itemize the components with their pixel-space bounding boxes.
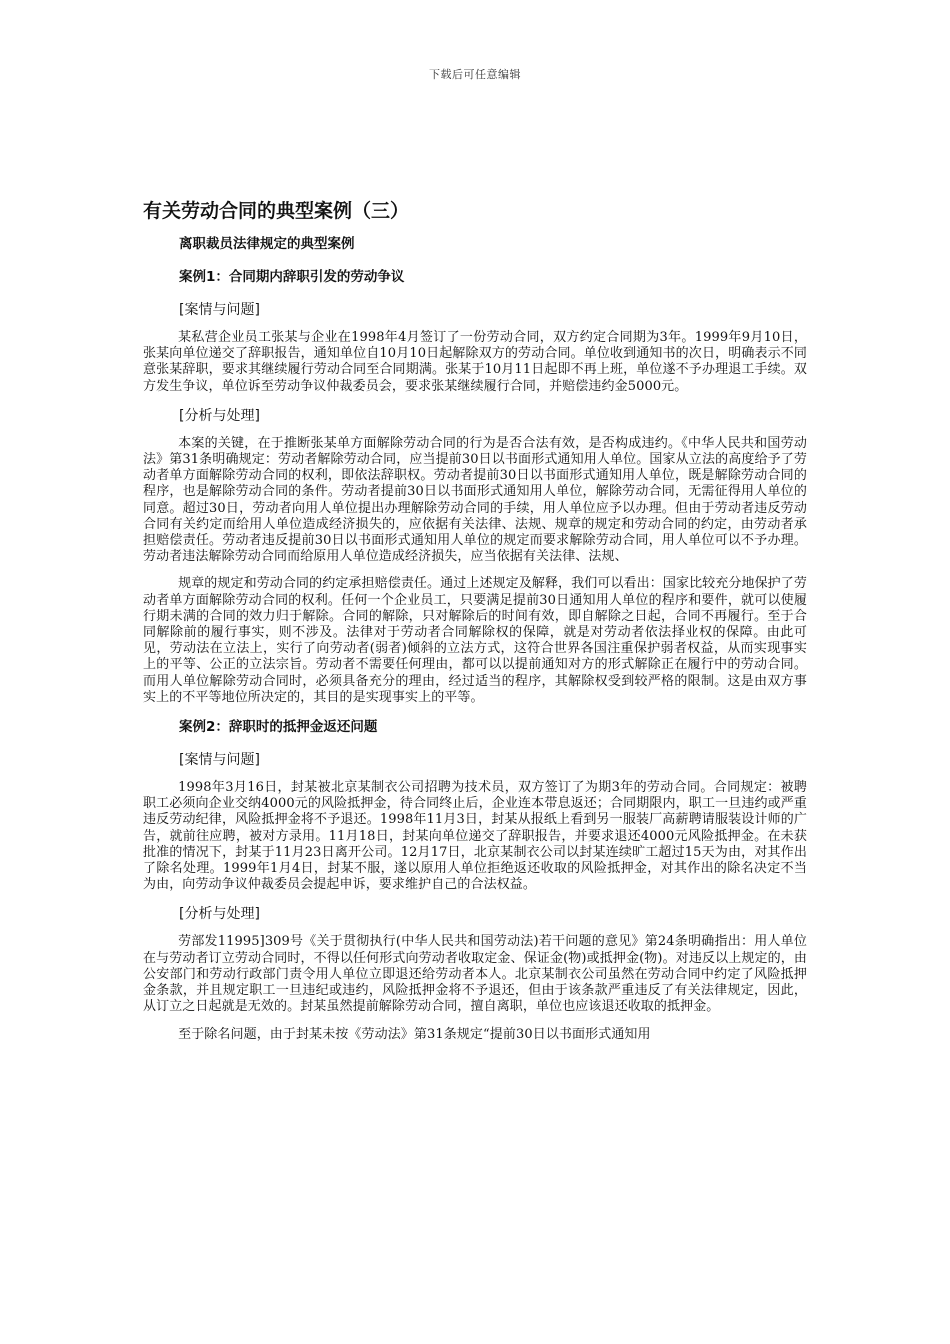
case2-facts-paragraph: 1998年3月16日，封某被北京某制衣公司招聘为技术员，双方签订了为期3年的劳动合同。合同规定：被聘职工必须向企业交纳4000元的风险抵押金，待合同终止后，企业连本带息返还；合同期限内，职工一旦违约或严重违反劳动纪律，风险抵押金将不予退还。1998年11月3日，封某从报纸上看到另一服装厂高薪聘请服装设计师的广告，就前往应聘，被对方录用。11月18日，封某向单位递交了辞职报告，并要求退还4000元风险抵押金。在未获批准的情况下，封某于11月23日离开公司。12月17日，北京某制衣公司以封某连续旷工超过15天为由，对其作出了除名处理。1999年1月4日，封某不服，遂以原用人单位拒绝返还收取的风险抵押金，对其作出的除名决定不当为由，向劳动争议仲裁委员会提起申诉，要求维护自己的合法权益。 <box>143 780 807 893</box>
page-header-note: 下载后可任意编辑 <box>429 68 521 81</box>
case2-heading: 案例2：辞职时的抵押金返还问题 <box>179 719 378 736</box>
case1-facts-paragraph: 某私营企业员工张某与企业在1998年4月签订了一份劳动合同，双方约定合同期为3年。1999年9月10日，张某向单位递交了辞职报告，通知单位自10月10日起解除双方的劳动合同。单位收到通知书的次日，明确表示不同意张某辞职，要求其继续履行劳动合同至合同期满。张某于10月11日起即不再上班，单位遂不予办理退工手续。双方发生争议，单位诉至劳动争议仲裁委员会，要求张某继续履行合同，并赔偿违约金5000元。 <box>143 330 807 394</box>
case2-analysis-paragraph-1: 劳部发11995]309号《关于贯彻执行(中华人民共和国劳动法)若干问题的意见》第24条明确指出：用人单位在与劳动者订立劳动合同时，不得以任何形式向劳动者收取定金、保证金(物)或抵押金(物)。对违反以上规定的，由公安部门和劳动行政部门责令用人单位立即退还给劳动者本人。北京某制衣公司虽然在劳动合同中约定了风险抵押金条款，并且规定职工一旦违纪或违约，风险抵押金将不予退还，但由于该条款严重违反了有关法律规定，因此，从订立之日起就是无效的。封某虽然提前解除劳动合同，擅自离职，单位也应该退还收取的抵押金。 <box>143 934 807 1015</box>
case2-analysis-paragraph-2: 至于除名问题，由于封某未按《劳动法》第31条规定“提前30日以书面形式通知用 <box>178 1026 651 1042</box>
case1-facts-label: [案情与问题] <box>179 302 260 318</box>
case1-analysis-paragraph-2: 规章的规定和劳动合同的约定承担赔偿责任。通过上述规定及解释，我们可以看出：国家比较充分地保护了劳动者单方面解除劳动合同的权利。任何一个企业员工，只要满足提前30日通知用人单位的程序和要件，就可以使履行期未满的合同的效力归于解除。合同的解除，只对解除后的时间有效，即自解除之日起，合同不再履行。至于合同解除前的履行事实，则不涉及。法律对于劳动者合同解除权的保障，就是对劳动者依法择业权的保障。由此可见，劳动法在立法上，实行了向劳动者(弱者)倾斜的立法方式，这符合世界各国注重保护弱者权益，从而实现事实上的平等、公正的立法宗旨。劳动者不需要任何理由，都可以以提前通知对方的形式解除正在履行中的劳动合同。而用人单位解除劳动合同时，必须具备充分的理由，经过适当的程序，其解除权受到较严格的限制。这是由双方事实上的不平等地位所决定的，其目的是实现事实上的平等。 <box>143 576 807 705</box>
document-title: 有关劳动合同的典型案例（三） <box>143 200 410 222</box>
case1-heading: 案例1：合同期内辞职引发的劳动争议 <box>179 269 405 285</box>
case2-facts-label: [案情与问题] <box>179 752 260 769</box>
document-subtitle: 离职裁员法律规定的典型案例 <box>179 236 355 252</box>
document-body <box>143 198 807 1054</box>
case1-analysis-paragraph-1: 本案的关键，在于推断张某单方面解除劳动合同的行为是否合法有效，是否构成违约。《中华人民共和国劳动法》第31条明确规定：劳动者解除劳动合同，应当提前30日以书面形式通知用人单位。国家从立法的高度给予了劳动者单方面解除劳动合同的权利，即依法辞职权。劳动者提前30日以书面形式通知用人单位，既是解除劳动合同的程序，也是解除劳动合同的条件。劳动者提前30日以书面形式通知用人单位，解除劳动合同，无需征得用人单位的同意。超过30日，劳动者向用人单位提出办理解除劳动合同的手续，用人单位应予以办理。但由于劳动者违反劳动合同有关约定而给用人单位造成经济损失的，应依据有关法律、法规、规章的规定和劳动合同的约定，由劳动者承担赔偿责任。劳动者违反提前30日以书面形式通知用人单位的规定而要求解除劳动合同，用人单位可以不予办理。劳动者违法解除劳动合同而给原用人单位造成经济损失，应当依据有关法律、法规、 <box>143 435 807 565</box>
case2-analysis-label: [分析与处理] <box>179 906 260 923</box>
case1-analysis-label: [分析与处理] <box>179 407 260 424</box>
